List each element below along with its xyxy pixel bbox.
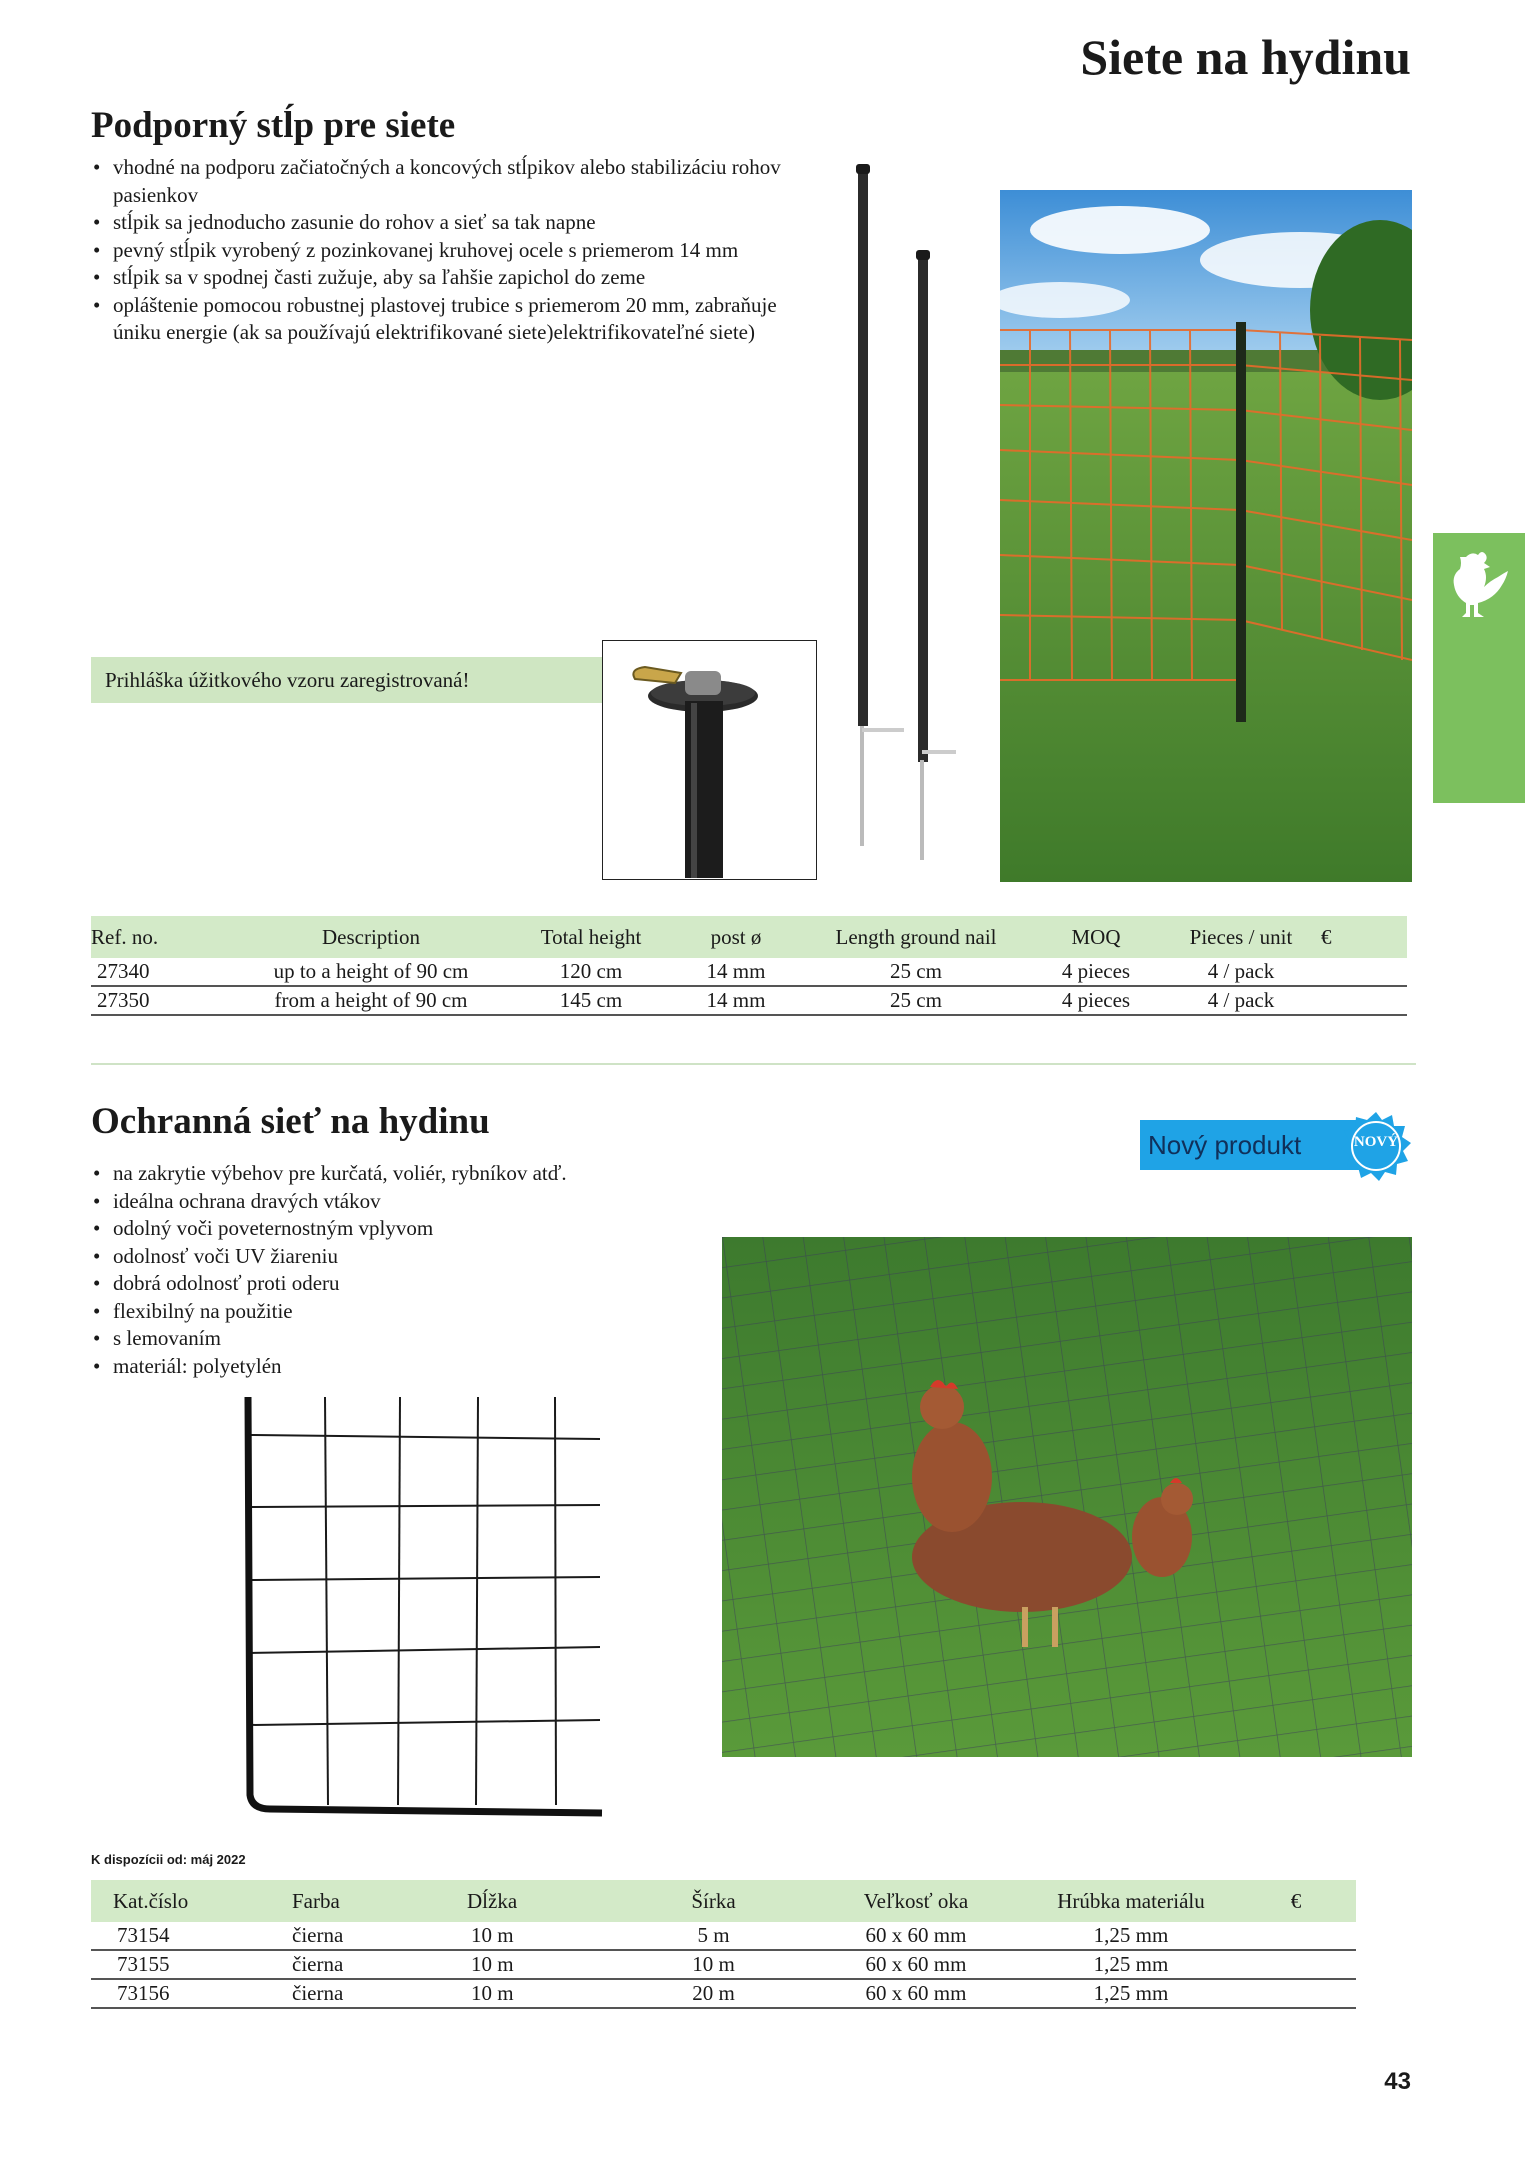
section2-features: [91, 1160, 711, 1380]
section1-features: [91, 154, 811, 347]
new-seal: [1340, 1110, 1412, 1186]
cell: 1,25 mm: [1026, 1950, 1236, 1979]
net-spec-table: [91, 1880, 1356, 2009]
cell: [1236, 1979, 1356, 2008]
feature-item: • stĺpik sa v spodnej časti zužuje, aby sa ľahšie zapichol do zeme: [91, 264, 811, 292]
feature-item: • na zakrytie výbehov pre kurčatá, voliér, rybníkov atď.: [91, 1160, 711, 1188]
col-header: Kat.číslo: [113, 1888, 189, 1913]
cell: 5 m: [621, 1922, 806, 1950]
cell: čierna: [266, 1979, 441, 2008]
col-header: Šírka: [691, 1888, 736, 1913]
feature-item: • odolný voči poveternostným vplyvom: [91, 1215, 711, 1243]
col-header: Pieces / unit: [1189, 924, 1293, 949]
section2-title: Ochranná sieť na hydinu: [91, 1101, 490, 1142]
col-header: MOQ: [1071, 924, 1121, 949]
feature-item: • vhodné na podporu začiatočných a koncových stĺpikov alebo stabilizáciu rohov pasienkov: [91, 154, 811, 209]
col-header: Description: [322, 924, 420, 949]
cell: čierna: [266, 1922, 441, 1950]
cell: 25 cm: [801, 986, 1031, 1015]
cell: up to a height of 90 cm: [231, 958, 511, 986]
cell: 73155: [91, 1950, 266, 1979]
cell: 4 / pack: [1161, 958, 1321, 986]
table-row: [91, 986, 1407, 1015]
cell: 10 m: [441, 1979, 621, 2008]
cell: 4 / pack: [1161, 986, 1321, 1015]
cell: 60 x 60 mm: [806, 1922, 1026, 1950]
category-tab: [1433, 533, 1525, 803]
table-header-row: [91, 1880, 1356, 1922]
col-header: Dĺžka: [467, 1888, 518, 1913]
feature-item: • odolnosť voči UV žiareniu: [91, 1243, 711, 1271]
cell: [1236, 1950, 1356, 1979]
feature-item: • materiál: polyetylén: [91, 1353, 711, 1381]
pasture-fence-photo: [1000, 190, 1412, 882]
cell: 73154: [91, 1922, 266, 1950]
cell: from a height of 90 cm: [231, 986, 511, 1015]
cell: 25 cm: [801, 958, 1031, 986]
support-posts-image: [830, 160, 980, 860]
feature-item: • s lemovaním: [91, 1325, 711, 1353]
new-product-badge: Nový produkt: [1140, 1120, 1360, 1170]
col-header: Farba: [292, 1888, 340, 1913]
cell: 27340: [91, 958, 231, 986]
feature-item: • dobrá odolnosť proti oderu: [91, 1270, 711, 1298]
section1-title: Podporný stĺp pre siete: [91, 105, 456, 146]
section-divider: [91, 1063, 1416, 1065]
post-spec-table: [91, 916, 1407, 1016]
rooster-icon: [1433, 533, 1525, 803]
cell: 1,25 mm: [1026, 1979, 1236, 2008]
cell: 14 mm: [671, 986, 801, 1015]
table-row: [91, 958, 1407, 986]
page-title: Siete na hydinu: [1080, 29, 1411, 85]
availability-note: K dispozícii od: máj 2022: [91, 1852, 246, 1867]
cell: 10 m: [441, 1922, 621, 1950]
cell: 60 x 60 mm: [806, 1950, 1026, 1979]
cell: 20 m: [621, 1979, 806, 2008]
chicken-photo: [722, 1237, 1412, 1757]
col-header: Ref. no.: [91, 924, 159, 949]
cell: čierna: [266, 1950, 441, 1979]
cell: 73156: [91, 1979, 266, 2008]
cell: 4 pieces: [1031, 986, 1161, 1015]
col-header: Total height: [540, 924, 642, 949]
utility-model-note: Prihláška úžitkového vzoru zaregistrovaná!: [91, 657, 603, 703]
cell: [1321, 986, 1407, 1015]
col-header: post ø: [710, 924, 762, 949]
cell: [1236, 1922, 1356, 1950]
cell: 4 pieces: [1031, 958, 1161, 986]
cell: 27350: [91, 986, 231, 1015]
cell: 10 m: [441, 1950, 621, 1979]
col-header: €: [1290, 1888, 1302, 1913]
feature-item: • flexibilný na použitie: [91, 1298, 711, 1326]
cell: [1321, 958, 1407, 986]
table-row: [91, 1950, 1356, 1979]
feature-item: • ideálna ochrana dravých vtákov: [91, 1188, 711, 1216]
cell: 145 cm: [511, 986, 671, 1015]
col-header: Veľkosť oka: [863, 1888, 969, 1913]
net-sample-image: [240, 1395, 610, 1825]
col-header: Length ground nail: [835, 924, 997, 949]
cell: 10 m: [621, 1950, 806, 1979]
cell: 1,25 mm: [1026, 1922, 1236, 1950]
cell: 14 mm: [671, 958, 801, 986]
page-number: 43: [1384, 2068, 1411, 2095]
new-seal-label: NOVÝ: [1353, 1134, 1399, 1150]
table-row: [91, 1922, 1356, 1950]
post-detail-image: [602, 640, 817, 880]
feature-item: • stĺpik sa jednoducho zasunie do rohov a sieť sa tak napne: [91, 209, 811, 237]
col-header: €: [1321, 924, 1332, 949]
cell: 120 cm: [511, 958, 671, 986]
feature-item: • opláštenie pomocou robustnej plastovej trubice s priemerom 20 mm, zabraňuje úniku energie (ak sa používajú elektrifikované siete)elektrifikovateľné siete): [91, 292, 811, 347]
cell: 60 x 60 mm: [806, 1979, 1026, 2008]
table-header-row: [91, 916, 1407, 958]
feature-item: • pevný stĺpik vyrobený z pozinkovanej kruhovej ocele s priemerom 14 mm: [91, 237, 811, 265]
col-header: Hrúbka materiálu: [1057, 1888, 1205, 1913]
table-row: [91, 1979, 1356, 2008]
